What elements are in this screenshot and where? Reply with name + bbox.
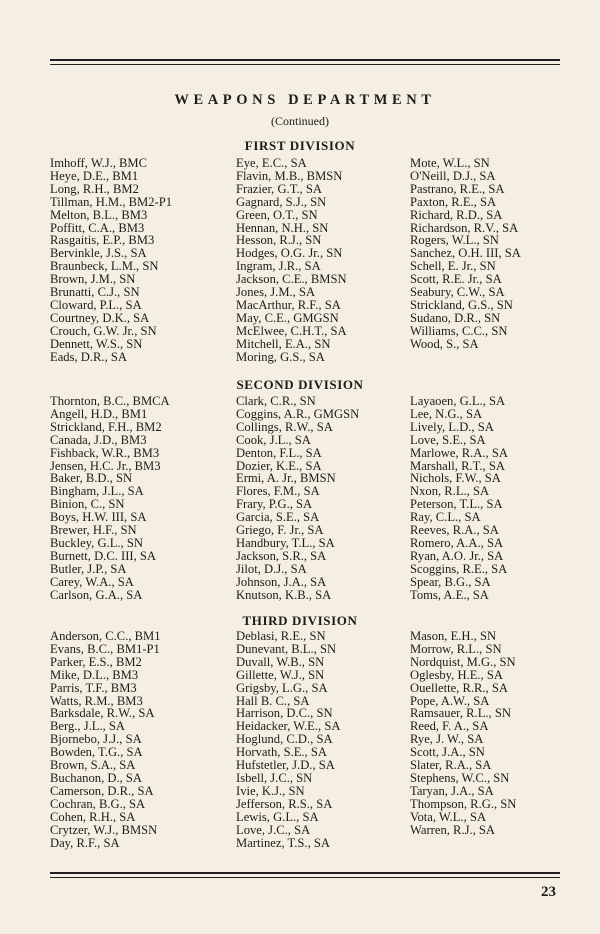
roster-entry: Gillette, W.J., SN xyxy=(236,667,325,682)
roster-entry: Hufstetler, J.D., SA xyxy=(236,758,335,773)
roster-entry: Rogers, W.L., SN xyxy=(410,233,499,248)
roster-entry: Hennan, N.H., SN xyxy=(236,220,329,235)
roster-entry: Watts, R.M., BM3 xyxy=(50,693,143,708)
roster-entry: Day, R.F., SA xyxy=(50,835,120,850)
roster-entry: Green, O.T., SN xyxy=(236,207,318,222)
roster-entry: Knutson, K.B., SA xyxy=(236,587,332,602)
roster-entry: Spear, B.G., SA xyxy=(410,574,491,589)
roster-entry: Eye, E.C., SA xyxy=(236,156,307,170)
roster-entry: Dozier, K.E., SA xyxy=(236,458,322,473)
roster-entry: Nxon, R.L., SA xyxy=(410,484,490,499)
roster-entry: Dunevant, B.L., SN xyxy=(236,641,337,656)
roster-entry: Williams, C.C., SN xyxy=(410,323,508,338)
roster-entry: Scott, R.E. Jr., SA xyxy=(410,272,502,287)
roster-entry: Love, J.C., SA xyxy=(236,822,311,837)
roster-entry: Wood, S., SA xyxy=(410,336,479,351)
roster-entry: Long, R.H., BM2 xyxy=(50,181,139,196)
roster-entry: Seabury, C.W., SA xyxy=(410,285,505,300)
roster-entry: Taryan, J.A., SA xyxy=(410,783,494,798)
roster-entry: Marshall, R.T., SA xyxy=(410,458,505,473)
bottom-rule xyxy=(50,872,560,874)
roster-entry: Brown, S.A., SA xyxy=(50,758,136,773)
roster-entry: Rasgaitis, E.P., BM3 xyxy=(50,233,155,248)
roster-entry: Pastrano, R.E., SA xyxy=(410,181,505,196)
roster-entry: Handbury, T.L., SA xyxy=(236,535,335,550)
roster-entry: Clark, C.R., SN xyxy=(236,394,316,408)
roster-entry: Hoglund, C.D., SA xyxy=(236,732,333,747)
roster-entry: Bjornebo, J.J., SA xyxy=(50,732,142,747)
roster-entry: Richard, R.D., SA xyxy=(410,207,503,222)
roster-entry: Crouch, G.W. Jr., SN xyxy=(50,323,157,338)
roster-entry: Hodges, O.G. Jr., SN xyxy=(236,246,343,261)
roster-entry: Schell, E. Jr., SN xyxy=(410,259,496,274)
page-title: WEAPONS DEPARTMENT xyxy=(174,92,436,108)
roster-entry: Carey, W.A., SA xyxy=(50,574,134,589)
roster-entry: Mike, D.L., BM3 xyxy=(50,667,139,682)
first-division-column-2 xyxy=(236,157,347,364)
page-subtitle: (Continued) xyxy=(271,114,329,128)
roster-entry: Ingram, J.R., SA xyxy=(236,259,321,274)
roster-entry: Warren, R.J., SA xyxy=(410,822,496,837)
third-division-heading: THIRD DIVISION xyxy=(242,613,358,628)
roster-entry: Toms, A.E., SA xyxy=(410,587,489,602)
roster-entry: Berg., J.L., SA xyxy=(50,719,125,734)
top-rule xyxy=(50,59,560,61)
top-rule-thin xyxy=(50,64,560,65)
roster-entry: Gagnard, S.J., SN xyxy=(236,194,327,209)
roster-entry: Johnson, J.A., SA xyxy=(236,574,327,589)
roster-entry: Strickland, G.S., SN xyxy=(410,297,513,312)
roster-entry: Coggins, A.R., GMGSN xyxy=(236,406,360,421)
roster-entry: Boys, H.W. III, SA xyxy=(50,510,147,525)
roster-entry: Isbell, J.C., SN xyxy=(236,770,313,785)
roster-entry: Griego, F. Jr., SA xyxy=(236,523,324,538)
roster-entry: Moring, G.S., SA xyxy=(236,349,325,364)
second-division-heading: SECOND DIVISION xyxy=(236,377,364,392)
roster-entry: Slater, R.A., SA xyxy=(410,758,492,773)
roster-entry: Sanchez, O.H. III, SA xyxy=(410,246,521,261)
second-division-column-3 xyxy=(410,395,508,602)
roster-entry: Harrison, D.C., SN xyxy=(236,706,333,721)
roster-entry: Scott, J.A., SN xyxy=(410,745,485,760)
roster-entry: Peterson, T.L., SA xyxy=(410,497,503,512)
roster-entry: Reed, F. A., SA xyxy=(410,719,489,734)
roster-entry: Ermi, A. Jr., BMSN xyxy=(236,471,336,486)
roster-entry: Nordquist, M.G., SN xyxy=(410,654,516,669)
roster-entry: Rye, J. W., SA xyxy=(410,732,484,747)
roster-entry: Vota, W.L., SA xyxy=(410,809,487,824)
roster-entry: Lee, N.G., SA xyxy=(410,406,483,421)
roster-entry: Richardson, R.V., SA xyxy=(410,220,519,235)
roster-entry: Oglesby, H.E., SA xyxy=(410,667,503,682)
first-division-column-1 xyxy=(50,157,172,364)
roster-entry: Carlson, G.A., SA xyxy=(50,587,143,602)
roster-entry: Jackson, C.E., BMSN xyxy=(236,272,347,287)
roster-entry: Ryan, A.O. Jr., SA xyxy=(410,548,504,563)
third-division-column-3 xyxy=(410,630,516,837)
roster-entry: Marlowe, R.A., SA xyxy=(410,445,508,460)
second-division-column-2 xyxy=(236,395,359,602)
roster-entry: Thornton, B.C., BMCA xyxy=(50,394,170,408)
roster-entry: Parker, E.S., BM2 xyxy=(50,654,142,669)
roster-entry: Horvath, S.E., SA xyxy=(236,745,327,760)
roster-entry: Flavin, M.B., BMSN xyxy=(236,168,343,183)
roster-entry: Cook, J.L., SA xyxy=(236,432,311,447)
roster-entry: Reeves, R.A., SA xyxy=(410,523,499,538)
roster-entry: Martinez, T.S., SA xyxy=(236,835,330,850)
roster-entry: Tillman, H.M., BM2-P1 xyxy=(50,194,173,209)
roster-entry: Garcia, S.E., SA xyxy=(236,510,320,525)
roster-entry: Stephens, W.C., SN xyxy=(410,770,510,785)
roster-entry: Lively, L.D., SA xyxy=(410,419,494,434)
roster-entry: Mote, W.L., SN xyxy=(410,156,490,170)
roster-entry: Grigsby, L.G., SA xyxy=(236,680,328,695)
roster-entry: Scoggins, R.E., SA xyxy=(410,561,508,576)
roster-entry: Butler, J.P., SA xyxy=(50,561,127,576)
roster-entry: Ouellette, R.R., SA xyxy=(410,680,508,695)
roster-entry: Buchanon, D., SA xyxy=(50,770,142,785)
roster-entry: Courtney, D.K., SA xyxy=(50,310,150,325)
roster-entry: Hesson, R.J., SN xyxy=(236,233,322,248)
page-number: 23 xyxy=(541,884,556,900)
roster-entry: Pope, A.W., SA xyxy=(410,693,490,708)
roster-entry: Brewer, H.F., SN xyxy=(50,523,137,538)
roster-entry: Thompson, R.G., SN xyxy=(410,796,517,811)
roster-entry: Anderson, C.C., BM1 xyxy=(50,629,161,643)
roster-entry: Paxton, R.E., SA xyxy=(410,194,497,209)
first-division-column-3 xyxy=(410,157,521,351)
roster-entry: Lewis, G.L., SA xyxy=(236,809,319,824)
roster-entry: Crytzer, W.J., BMSN xyxy=(50,822,158,837)
roster-entry: Bowden, T.G., SA xyxy=(50,745,143,760)
roster-entry: Fishback, W.R., BM3 xyxy=(50,445,160,460)
roster-entry: Frary, P.G., SA xyxy=(236,497,313,512)
roster-entry: Burnett, D.C. III, SA xyxy=(50,548,156,563)
roster-entry: May, C.E., GMGSN xyxy=(236,310,339,325)
roster-entry: Cohen, R.H., SA xyxy=(50,809,136,824)
roster-entry: Flores, F.M., SA xyxy=(236,484,320,499)
roster-entry: Deblasi, R.E., SN xyxy=(236,629,326,643)
roster-entry: Brunatti, C.J., SN xyxy=(50,285,140,300)
roster-entry: Frazier, G.T., SA xyxy=(236,181,322,196)
roster-entry: Buckley, G.L., SN xyxy=(50,535,143,550)
first-division-heading: FIRST DIVISION xyxy=(244,138,356,153)
roster-entry: Ivie, K.J., SN xyxy=(236,783,305,798)
third-division-column-1 xyxy=(50,630,161,849)
roster-entry: Strickland, F.H., BM2 xyxy=(50,419,162,434)
roster-entry: Cochran, B.G., SA xyxy=(50,796,146,811)
roster-entry: Barksdale, R.W., SA xyxy=(50,706,155,721)
roster-entry: Binion, C., SN xyxy=(50,497,125,512)
roster-entry: Parris, T.F., BM3 xyxy=(50,680,137,695)
third-division-column-2 xyxy=(236,630,340,849)
roster-entry: O'Neill, D.J., SA xyxy=(410,168,496,183)
roster-entry: Ramsauer, R.L., SN xyxy=(410,706,511,721)
roster-entry: Melton, B.L., BM3 xyxy=(50,207,148,222)
roster-entry: Mitchell, E.A., SN xyxy=(236,336,331,351)
roster-entry: Brown, J.M., SN xyxy=(50,272,136,287)
roster-entry: MacArthur, R.F., SA xyxy=(236,297,341,312)
second-division-column-1 xyxy=(50,395,170,602)
roster-entry: Cloward, P.L., SA xyxy=(50,297,142,312)
roster-entry: Heye, D.E., BM1 xyxy=(50,168,139,183)
roster-entry: Morrow, R.L., SN xyxy=(410,641,502,656)
roster-entry: Imhoff, W.J., BMC xyxy=(50,156,148,170)
roster-entry: Nichols, F.W., SA xyxy=(410,471,501,486)
roster-entry: Ray, C.L., SA xyxy=(410,510,481,525)
roster-entry: Denton, F.L., SA xyxy=(236,445,322,460)
roster-entry: Jensen, H.C. Jr., BM3 xyxy=(50,458,161,473)
roster-entry: Angell, H.D., BM1 xyxy=(50,406,148,421)
roster-entry: Jackson, S.R., SA xyxy=(236,548,327,563)
roster-entry: Duvall, W.B., SN xyxy=(236,654,325,669)
roster-entry: Braunbeck, L.M., SN xyxy=(50,259,159,274)
roster-entry: Hall B. C., SA xyxy=(236,693,310,708)
bottom-rule-thin xyxy=(50,877,560,878)
roster-entry: Canada, J.D., BM3 xyxy=(50,432,147,447)
roster-entry: Jilot, D.J., SA xyxy=(236,561,307,576)
roster-entry: Collings, R.W., SA xyxy=(236,419,333,434)
roster-entry: Love, S.E., SA xyxy=(410,432,486,447)
roster-entry: Jones, J.M., SA xyxy=(236,285,316,300)
roster-entry: Camerson, D.R., SA xyxy=(50,783,154,798)
roster-entry: Jefferson, R.S., SA xyxy=(236,796,333,811)
roster-entry: Dennett, W.S., SN xyxy=(50,336,143,351)
roster-entry: McElwee, C.H.T., SA xyxy=(236,323,347,338)
roster-entry: Romero, A.A., SA xyxy=(410,535,504,550)
roster-entry: Poffitt, C.A., BM3 xyxy=(50,220,145,235)
roster-entry: Baker, B.D., SN xyxy=(50,471,133,486)
roster-entry: Layaoen, G.L., SA xyxy=(410,394,506,408)
roster-entry: Eads, D.R., SA xyxy=(50,349,127,364)
roster-entry: Mason, E.H., SN xyxy=(410,629,497,643)
roster-entry: Bervinkle, J.S., SA xyxy=(50,246,147,261)
roster-entry: Evans, B.C., BM1-P1 xyxy=(50,641,160,656)
roster-entry: Heidacker, W.E., SA xyxy=(236,719,341,734)
roster-entry: Bingham, J.L., SA xyxy=(50,484,144,499)
roster-entry: Sudano, D.R., SN xyxy=(410,310,501,325)
